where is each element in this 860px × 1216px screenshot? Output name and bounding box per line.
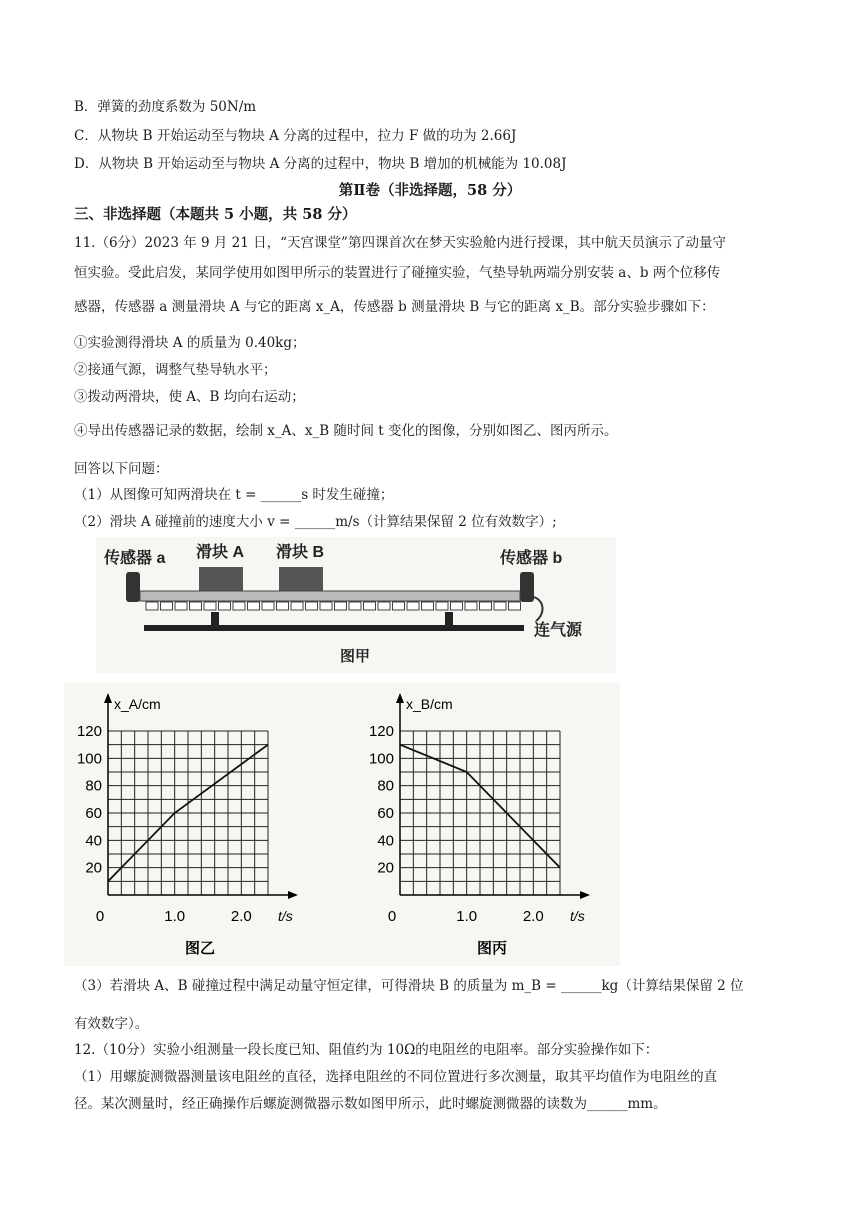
x-axis-label: t/s (278, 908, 293, 924)
y-axis-label: x_B/cm (406, 696, 453, 712)
chart-caption: 图丙 (476, 940, 508, 957)
x-tick-label: 1.0 (456, 908, 478, 925)
air-hole (306, 602, 318, 610)
x-tick-label: 2.0 (522, 908, 544, 925)
y-tick-label: 60 (377, 805, 394, 822)
slider-a (199, 567, 243, 591)
x-axis-label: t/s (570, 908, 585, 924)
q12-intro: 12.（10分）实验小组测量一段长度已知、阻值约为 10Ω的电阻丝的电阻率。部分实验操作如下： (74, 1042, 659, 1058)
section-title: 第Ⅱ卷（非选择题，58 分） (338, 182, 522, 199)
x-tick-label: 0 (95, 908, 105, 925)
air-hole (480, 602, 492, 610)
y-tick-label: 100 (368, 750, 394, 768)
air-hole (248, 602, 260, 610)
q11-step4: ④导出传感器记录的数据，绘制 x_A、x_B 随时间 t 变化的图像，分别如图乙、图丙所示。 (74, 423, 618, 439)
slider-b (279, 567, 323, 591)
base (144, 625, 524, 631)
y-tick-label: 40 (377, 832, 394, 850)
air-hole (233, 602, 245, 610)
q11-sub2: （2）滑块 A 碰撞前的速度大小 v = ______m/s（计算结果保留 2 位有效数字）; (74, 514, 557, 530)
air-hole (320, 602, 332, 610)
chart-xb (360, 683, 620, 966)
y-tick-label: 20 (85, 859, 102, 877)
q11-intro-line2: 恒实验。受此启发，某同学使用如图甲所示的装置进行了碰撞实验，气垫导轨两端分别安装 a、b 两个位移传 (74, 265, 721, 281)
q11-step1: ①实验测得滑块 A 的质量为 0.40kg； (74, 335, 306, 351)
air-hole (494, 602, 506, 610)
q11-sub3-line2: 有效数字）。 (74, 1016, 149, 1032)
y-tick-label: 60 (85, 805, 102, 822)
air-hole (161, 602, 173, 610)
figure-caption-jia: 图甲 (340, 648, 371, 665)
air-hole (277, 602, 289, 610)
air-track (140, 591, 520, 601)
air-hole (175, 602, 187, 610)
air-hole (422, 602, 434, 610)
y-tick-label: 120 (368, 723, 394, 740)
q12-sub1-line2: 径。某次测量时，经正确操作后螺旋测微器示数如图甲所示，此时螺旋测微器的读数为______mm。 (74, 1096, 667, 1112)
air-hole (378, 602, 390, 610)
option-b: B．弹簧的劲度系数为 50N/m (74, 99, 257, 115)
air-hole (146, 602, 158, 610)
air-hole (465, 602, 477, 610)
q12-sub1-line1: （1）用螺旋测微器测量该电阻丝的直径，选择电阻丝的不同位置进行多次测量，取其平均值作为电阻丝的直 (74, 1069, 718, 1085)
q11-step2: ②接通气源，调整气垫导轨水平； (74, 362, 277, 378)
air-hole (219, 602, 231, 610)
option-d: D．从物块 B 开始运动至与物块 A 分离的过程中，物块 B 增加的机械能为 10.08J (74, 156, 567, 172)
air-hole (262, 602, 274, 610)
slider-b-label: 滑块 B (276, 544, 325, 561)
sensor-a (126, 572, 140, 602)
air-hole (291, 602, 303, 610)
y-tick-label: 100 (76, 750, 102, 768)
air-hole (393, 602, 405, 610)
sensor-a-label: 传感器 a (104, 550, 166, 567)
air-hole (335, 602, 347, 610)
y-tick-label: 120 (76, 723, 102, 740)
air-hole (509, 602, 521, 610)
option-c: C．从物块 B 开始运动至与物块 A 分离的过程中，拉力 F 做的功为 2.66J (74, 128, 517, 144)
y-axis-label: x_A/cm (114, 696, 161, 712)
y-tick-label: 20 (377, 859, 394, 877)
air-hole (190, 602, 202, 610)
apparatus-figure (96, 537, 616, 673)
chart-caption: 图乙 (184, 940, 216, 957)
q11-sub1: （1）从图像可知两滑块在 t = ______s 时发生碰撞； (74, 487, 394, 503)
x-tick-label: 1.0 (164, 908, 186, 925)
x-tick-label: 0 (387, 908, 397, 925)
air-hole (451, 602, 463, 610)
q11-step3: ③拨动两滑块，使 A、B 均向右运动； (74, 389, 305, 405)
y-tick-label: 40 (85, 832, 102, 850)
q11-intro-line3: 感器，传感器 a 测量滑块 A 与它的距离 x_A，传感器 b 测量滑块 B 与它的距离 x_B。部分实验步骤如下： (74, 299, 715, 315)
q11-sub3-line1: （3）若滑块 A、B 碰撞过程中满足动量守恒定律，可得滑块 B 的质量为 m_B = ______kg（计算结果保留 2 位 (74, 978, 744, 994)
air-hole (364, 602, 376, 610)
air-hole (436, 602, 448, 610)
x-tick-label: 2.0 (230, 908, 252, 925)
y-tick-label: 80 (377, 777, 394, 795)
chart-xa (64, 683, 364, 966)
q11-answer-prompt: 回答以下问题： (74, 461, 169, 477)
y-tick-label: 80 (85, 777, 102, 795)
air-source-label: 连气源 (534, 622, 583, 639)
q11-intro-line1: 11.（6分）2023 年 9 月 21 日，“天宫课堂”第四课首次在梦天实验舱内进行授课，其中航天员演示了动量守 (74, 235, 726, 251)
air-hole (204, 602, 216, 610)
air-hole (349, 602, 361, 610)
part-title: 三、非选择题（本题共 5 小题，共 58 分） (74, 206, 357, 223)
slider-a-label: 滑块 A (196, 544, 245, 561)
air-hole (407, 602, 419, 610)
sensor-b (520, 572, 534, 602)
sensor-b-label: 传感器 b (500, 550, 563, 567)
